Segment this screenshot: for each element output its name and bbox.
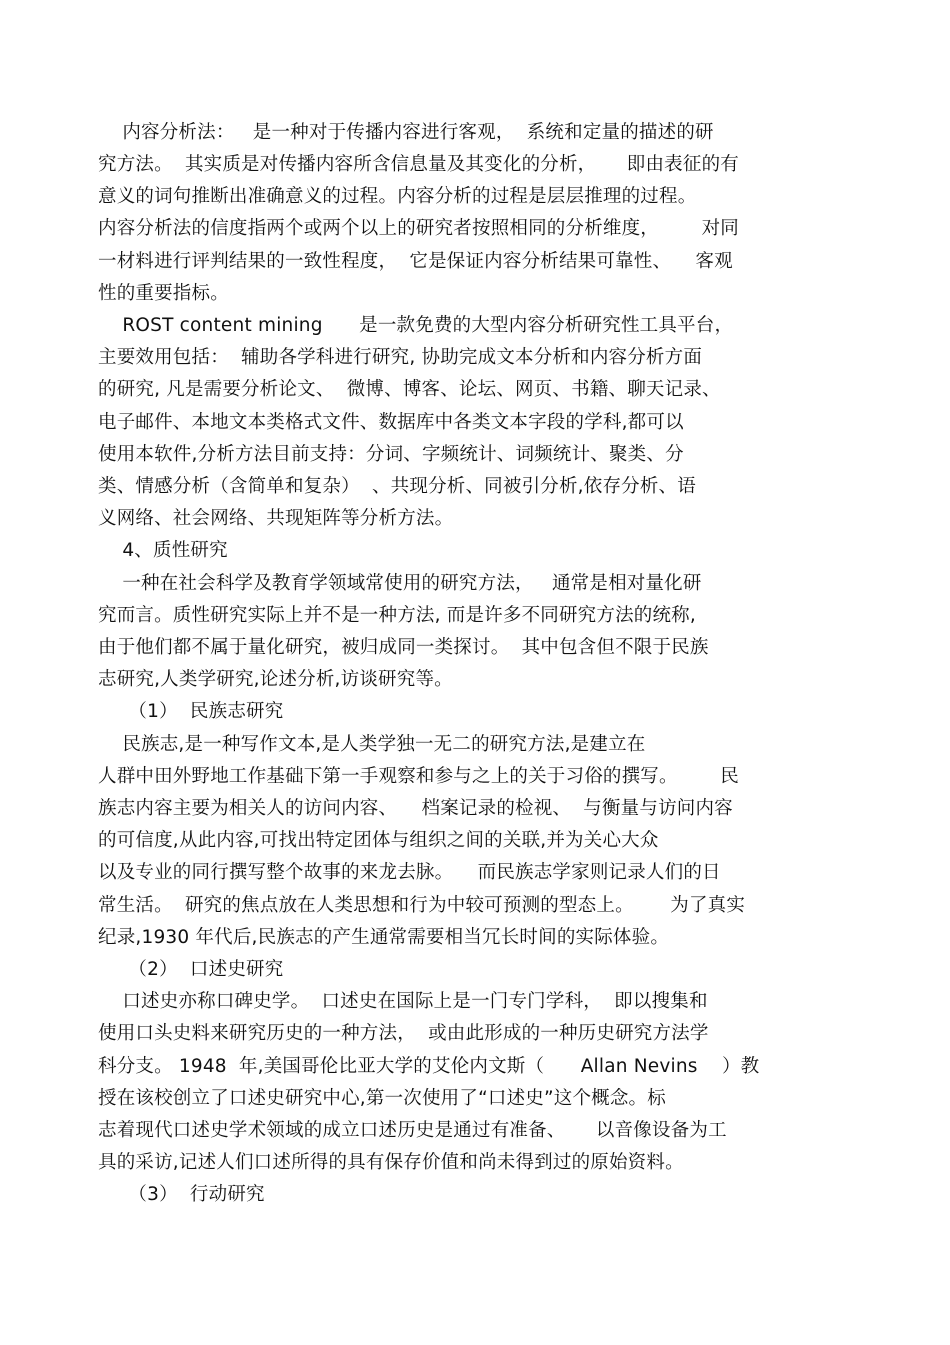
text-line: 以及专业的同行撰写整个故事的来龙去脉。 而民族志学家则记录人们的日 (98, 862, 721, 883)
text-line: 使用本软件,分析方法目前支持：分词、字频统计、词频统计、聚类、分 (98, 444, 684, 465)
text-line: 内容分析法的信度指两个或两个以上的研究者按照相同的分析维度， 对同 (98, 218, 739, 239)
text-line: 人群中田外野地工作基础下第一手观察和参与之上的关于习俗的撰写。 民 (98, 766, 739, 787)
text-line: 纪录,1930 年代后,民族志的产生通常需要相当冗长时间的实际体验。 (98, 927, 670, 948)
subsection-heading: （1） 民族志研究 (98, 701, 284, 722)
text-line: 使用口头史料来研究历史的一种方法， 或由此形成的一种历史研究方法学 (98, 1023, 709, 1044)
section-heading: 4、质性研究 (98, 540, 228, 561)
text-line: 内容分析法： 是一种对于传播内容进行客观， 系统和定量的描述的研 (98, 122, 714, 143)
text-line: 一材料进行评判结果的一致性程度， 它是保证内容分析结果可靠性、 客观 (98, 251, 733, 272)
text-line: 民族志,是一种写作文本,是人类学独一无二的研究方法,是建立在 (98, 734, 646, 755)
text-line: 究方法。 其实质是对传播内容所含信息量及其变化的分析， 即由表征的有 (98, 154, 739, 175)
text-line: 类、情感分析（含简单和复杂） 、共现分析、同被引分析,依存分析、语 (98, 476, 696, 497)
subsection-heading: （3） 行动研究 (98, 1184, 265, 1205)
text-line: 的研究, 凡是需要分析论文、 微博、博客、论坛、网页、书籍、聊天记录、 (98, 379, 721, 400)
text-line: ROST content mining 是一款免费的大型内容分析研究性工具平台， (98, 315, 734, 336)
text-line: 常生活。 研究的焦点放在人类思想和行为中较可预测的型态上。 为了真实 (98, 895, 746, 916)
text-line: 科分支。 1948 年,美国哥伦比亚大学的艾伦内文斯（ Allan Nevins ）教 (98, 1056, 760, 1077)
text-line: 由于他们都不属于量化研究，被归成同一类探讨。 其中包含但不限于民族 (98, 637, 709, 658)
text-line: 义网络、社会网络、共现矩阵等分析方法。 (98, 508, 454, 529)
text-line: 的可信度,从此内容,可找出特定团体与组织之间的关联,并为关心大众 (98, 830, 659, 851)
text-line: 意义的词句推断出准确意义的过程。内容分析的过程是层层推理的过程。 (98, 186, 697, 207)
text-line: 具的采访,记述人们口述所得的具有保存价值和尚未得到过的原始资料。 (98, 1152, 684, 1173)
subsection-heading: （2） 口述史研究 (98, 959, 284, 980)
text-line: 口述史亦称口碑史学。 口述史在国际上是一门专门学科， 即以搜集和 (98, 991, 708, 1012)
text-line: 电子邮件、本地文本类格式文件、数据库中各类文本字段的学科,都可以 (98, 412, 684, 433)
text-line: 性的重要指标。 (98, 283, 229, 304)
text-line: 一种在社会科学及教育学领域常使用的研究方法， 通常是相对量化研 (98, 573, 702, 594)
text-line: 志着现代口述史学术领域的成立口述历史是通过有准备、 以音像设备为工 (98, 1120, 727, 1141)
text-line: 究而言。质性研究实际上并不是一种方法, 而是许多不同研究方法的统称, (98, 605, 696, 626)
text-line: 志研究,人类学研究,论述分析,访谈研究等。 (98, 669, 453, 690)
text-line: 授在该校创立了口述史研究中心,第一次使用了“口述史”这个概念。标 (98, 1088, 666, 1109)
text-line: 主要效用包括： 辅助各学科进行研究, 协助完成文本分析和内容分析方面 (98, 347, 703, 368)
text-line: 族志内容主要为相关人的访问内容、 档案记录的检视、 与衡量与访问内容 (98, 798, 733, 819)
